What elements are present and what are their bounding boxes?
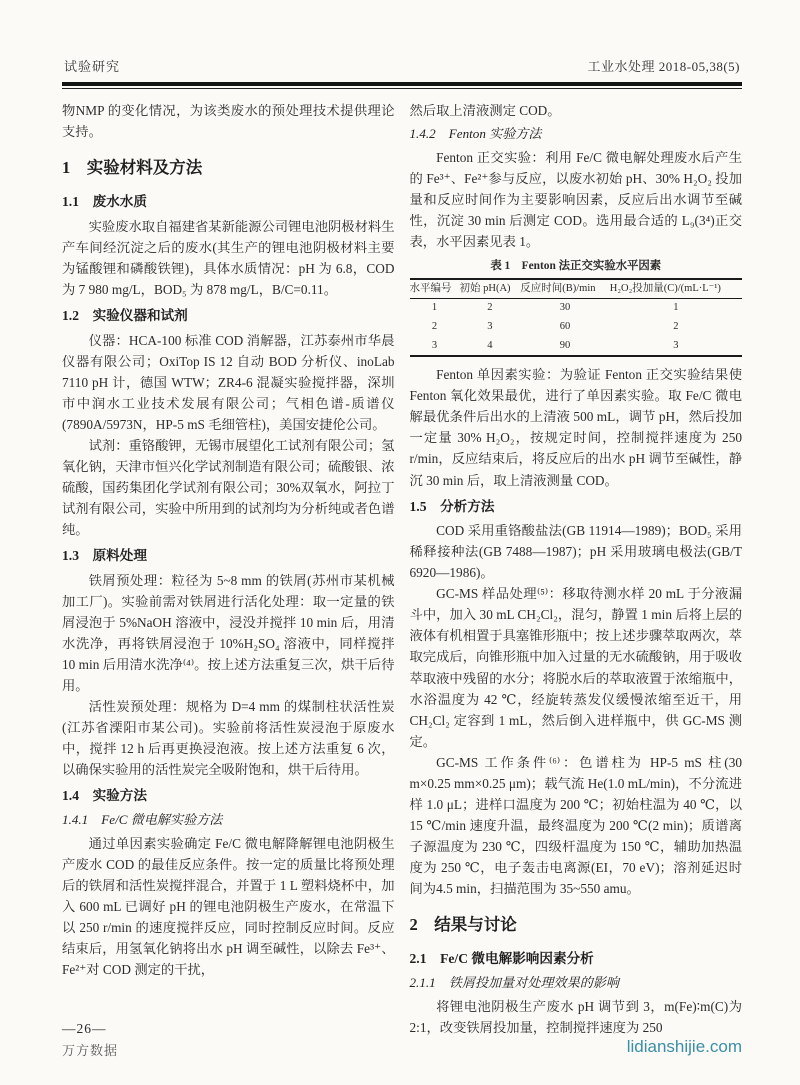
section-heading-2-1-1: 2.1.1 铁屑投加量对处理效果的影响 (409, 974, 619, 990)
paragraph: 试剂：重铬酸钾，无锡市展望化工试剂有限公司；氢氧化钠，天津市恒兴化学试剂制造有限公司；硫酸银、浓硫酸，国药集团化学试剂有限公司；30%双氧水，阿拉丁试剂有限公司，实验中所用到的试剂均为分析纯或者色谱纯。 (62, 437, 395, 538)
section-heading-1-4-1: 1.4.1 Fe/C 微电解实验方法 (62, 811, 223, 827)
page-header (62, 56, 742, 82)
paragraph-continuation: 然后取上清液测定 COD。 (409, 103, 561, 118)
paragraph: GC-MS 工作条件⁽⁶⁾：色谱柱为 HP-5 mS 柱(30 m×0.25 mm×0.25 μm)；载气流 He(1.0 mL/min)，不分流进样 1.0 μL；进样口温度为 200 ℃；初始柱温为 40 ℃，以 15 ℃/min 速度升温，最终温度为 200 ℃(2 min)；质谱离子源温度为 230 ℃，四级杆温度为 150 ℃，辅助加热温度为 250 ℃，电子轰击电离源(EI，70 eV)；溶剂延迟时间为4.5 min，扫描范围为 35~550 amu。 (409, 754, 742, 897)
table-row (410, 298, 743, 317)
cell: 2 (487, 302, 493, 314)
column-label: 试验研究 (64, 59, 121, 74)
section-heading-1-3: 1.3 原料处理 (62, 548, 147, 564)
cell: 3 (673, 339, 679, 351)
journal-reference: 工业水处理 2018-05,38(5) (587, 59, 740, 74)
col-header: H₂O₂投加量(C)/(mL·L⁻¹) (610, 279, 742, 298)
col-header: 反应时间(B)/min (520, 279, 610, 298)
table-row (410, 336, 743, 356)
paragraph: 仪器：HCA-100 标准 COD 消解器，江苏泰州市华晨仪器有限公司；OxiTop IS 12 自动 BOD 分析仪、inoLab 7110 pH 计，德国 WTW；ZR4-6 混凝实验搅拌器，深圳市中润水工业技术发展有限公司；气相色谱-质谱仪(7890A/5973N，HP-5 mS 毛细管柱)，美国安捷伦公司。 (62, 332, 395, 432)
cell: 2 (431, 321, 438, 333)
cell: 1 (431, 302, 438, 314)
site-url: lidianshijie.com (626, 1037, 742, 1056)
paragraph: 实验废水取自福建省某新能源公司锂电池阴极材料生产车间经沉淀之后的废水(其生产的锂电池阴极材料主要为锰酸锂和磷酸铁锂)，具体水质情况：pH 为 6.8，COD 为 7 980 mg/L，BOD₅ 为 878 mg/L，B/C=0.11。 (62, 218, 395, 297)
paragraph-intro: 物NMP 的变化情况，为该类废水的预处理技术提供理论支持。 (62, 103, 395, 140)
cell: 4 (487, 339, 493, 351)
section-heading-2: 2 结果与讨论 (409, 915, 517, 935)
table-row (410, 318, 743, 337)
cell: 2 (673, 321, 679, 333)
paragraph: 铁屑预处理：粒径为 5~8 mm 的铁屑(苏州市某机械加工厂)。实验前需对铁屑进行活化处理：取一定量的铁屑浸泡于 5%NaOH 溶液中，浸没并搅拌 10 min 后，用清水洗净，再将铁屑浸泡于 10%H₂SO₄ 溶液中，同样搅拌 10 min 后用清水洗净⁽⁴⁾。按上述方法重复三次，烘干后待用。 (62, 572, 395, 694)
section-heading-1-4: 1.4 实验方法 (62, 788, 147, 804)
paragraph: Fenton 单因素实验：为验证 Fenton 正交实验结果使 Fenton 氧化效果最优，进行了单因素实验。取 Fe/C 微电解最优条件后出水的上清液 500 mL，调节 pH，然后投加一定量 30% H₂O₂，按规定时间，控制搅拌速度为 250 r/min，反应结束后，将反应后的出水 pH 调节至碱性，静沉 30 min 后，取上清液测量 COD。 (409, 367, 742, 488)
wanfang-watermark: 万方数据 (62, 1043, 119, 1058)
section-heading-1-5: 1.5 分析方法 (409, 498, 495, 514)
table-header-row (410, 279, 743, 298)
right-column (410, 100, 743, 1038)
paragraph: COD 采用重铬酸盐法(GB 11914—1989)；BOD₅ 采用稀释接种法(GB 7488—1987)；pH 采用玻璃电极法(GB/T 6920—1986)。 (409, 523, 742, 581)
cell: 3 (487, 321, 493, 333)
paragraph: 将锂电池阴极生产废水 pH 调节到 3，m(Fe)∶m(C)为 2:1，改变铁屑投加量，控制搅拌速度为 250 (409, 998, 742, 1035)
paragraph: Fenton 正交实验：利用 Fe/C 微电解处理废水后产生的 Fe³⁺、Fe²⁺参与反应，以废水初始 pH、30% H₂O₂ 投加量和反应时间作为主要影响因素，反应后出水调节至碱性，沉淀 30 min 后测定 COD。选用最合适的 L₉(3⁴)正交表，水平因素见表 1。 (409, 149, 742, 250)
left-column (62, 100, 395, 1038)
cell: 30 (559, 302, 571, 314)
paragraph: 通过单因素实验确定 Fe/C 微电解降解锂电池阴极生产废水 COD 的最佳反应条件。按一定的质量比将预处理后的铁屑和活性炭搅拌混合，并置于 1 L 塑料烧杯中，加入 600 mL 已调好 pH 的锂电池阴极生产废水，在常温下以 250 r/min 的速度搅拌反应，同时控制反应时间。反应结束后，用氢氧化钠将出水 pH 调至碱性，以除去 Fe³⁺、Fe²⁺对 COD 测定的干扰， (62, 835, 395, 978)
two-column-body (62, 100, 742, 1038)
cell: 90 (559, 339, 571, 351)
section-heading-2-1: 2.1 Fe/C 微电解影响因素分析 (409, 951, 594, 967)
section-heading-1-4-2: 1.4.2 Fenton 实验方法 (409, 126, 542, 142)
paragraph: 活性炭预处理：规格为 D=4 mm 的煤制柱状活性炭(江苏省溧阳市某公司)。实验前将活性炭浸泡于原废水中，搅拌 12 h 后再更换浸泡液。按上述方法重复 6 次，以确保实验用的活性炭完全吸附饱和，烘干后待用。 (62, 699, 395, 778)
col-header: 水平编号 (410, 279, 460, 298)
section-heading-1-2: 1.2 实验仪器和试剂 (62, 308, 188, 324)
cell: 60 (559, 321, 571, 333)
table-1-title: 表 1 Fenton 法正交实验水平因素 (490, 260, 662, 273)
orthogonal-levels-table (410, 278, 743, 357)
page-number: —26— (62, 1021, 107, 1036)
cell: 1 (673, 302, 679, 314)
paragraph: GC-MS 样品处理⁽⁵⁾：移取待测水样 20 mL 于分液漏斗中，加入 30 mL CH₂Cl₂，混匀，静置 1 min 后将上层的液体有机相置于具塞锥形瓶中；按上述步骤萃取两次，萃取完成后，向锥形瓶中加入过量的无水硫酸钠，用于吸收萃取液中残留的水分；将脱水后的萃取液置于浓缩瓶中，水浴温度为 42 ℃，经旋转蒸发仪缓慢浓缩至近干，用 CH₂Cl₂ 定容到 1 mL，然后倒入进样瓶中，供 GC-MS 测定。 (409, 586, 742, 749)
header-divider (62, 82, 742, 89)
cell: 3 (431, 339, 438, 351)
table-1 (410, 257, 743, 357)
col-header: 初始 pH(A) (459, 279, 520, 298)
section-heading-1-1: 1.1 废水水质 (62, 194, 147, 210)
page-footer (62, 1021, 742, 1069)
section-heading-1: 1 实验材料及方法 (62, 158, 203, 178)
